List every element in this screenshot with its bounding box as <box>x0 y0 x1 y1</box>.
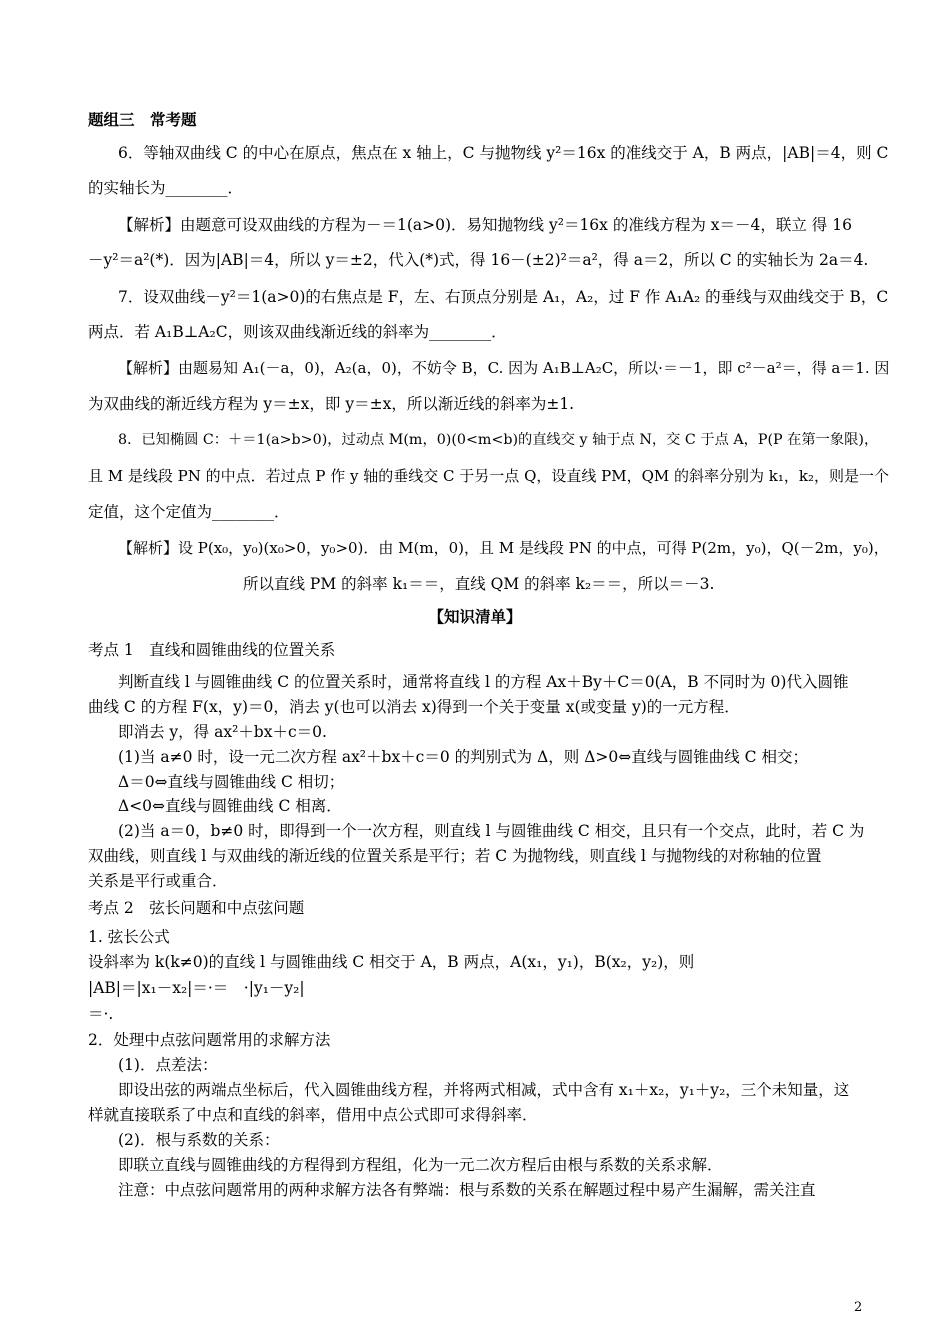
text-line: 定值，这个定值为________． <box>88 503 290 521</box>
text-line: 即消去 y，得 ax²＋bx＋c＝0. <box>118 723 327 741</box>
text-line: (1)当 a≠0 时，设一元二次方程 ax²＋bx＋c＝0 的判别式为 Δ，则 Δ>0⇔直线与圆锥曲线 C 相交； <box>118 748 808 766</box>
text-line: Δ<0⇔直线与圆锥曲线 C 相离． <box>118 797 342 815</box>
text-line: |AB|＝|x₁－x₂|＝·＝ ·|y₁－y₂| <box>88 979 305 997</box>
text-line: 考点 1 直线和圆锥曲线的位置关系 <box>88 641 336 659</box>
text-line: 的实轴长为________． <box>88 179 244 197</box>
text-line: 所以直线 PM 的斜率 k₁＝＝，直线 QM 的斜率 k₂＝＝，所以＝－3. <box>243 575 715 593</box>
text-line: 曲线 C 的方程 F(x，y)＝0，消去 y(也可以消去 x)得到一个关于变量 x(或变量 y)的一元方程． <box>88 698 740 716</box>
page-number: 2 <box>854 1300 863 1315</box>
text-line: ＝·. <box>88 1005 114 1023</box>
text-line: (2)当 a＝0，b≠0 时，即得到一个一次方程，则直线 l 与圆锥曲线 C 相交，且只有一个交点，此时，若 C 为 <box>118 822 865 840</box>
text-line: Δ＝0⇔直线与圆锥曲线 C 相切； <box>118 773 345 791</box>
text-line: 判断直线 l 与圆锥曲线 C 的位置关系时，通常将直线 l 的方程 Ax＋By＋C＝0(A，B 不同时为 0)代入圆锥 <box>118 673 849 691</box>
text-line: －y²＝a²(*)．因为|AB|＝4，所以 y＝±2，代入(*)式，得 16－(±2)²＝a²，得 a＝2，所以 C 的实轴长为 2a＝4. <box>88 251 869 269</box>
text-line: (2)．根与系数的关系： <box>118 1131 280 1149</box>
text-line: 【解析】设 P(x₀，y₀)(x₀>0，y₀>0)．由 M(m，0)，且 M 是线段 PN 的中点，可得 P(2m，y₀)，Q(－2m，y₀)， <box>118 539 889 557</box>
text-line: 即设出弦的两端点坐标后，代入圆锥曲线方程，并将两式相减，式中含有 x₁＋x₂，y₁＋y₂，三个未知量，这 <box>118 1081 850 1099</box>
text-line: 注意：中点弦问题常用的两种求解方法各有弊端：根与系数的关系在解题过程中易产生漏解，需关注直 <box>118 1181 816 1199</box>
text-line: 设斜率为 k(k≠0)的直线 l 与圆锥曲线 C 相交于 A，B 两点，A(x₁，y₁)，B(x₂，y₂)，则 <box>88 953 695 971</box>
text-line: 题组三 常考题 <box>88 110 197 129</box>
text-line: 且 M 是线段 PN 的中点．若过点 P 作 y 轴的垂线交 C 于另一点 Q，设直线 PM，QM 的斜率分别为 k₁，k₂，则是一个 <box>88 467 889 485</box>
text-line: 即联立直线与圆锥曲线的方程得到方程组，化为一元二次方程后由根与系数的关系求解． <box>118 1156 723 1174</box>
text-line: 两点．若 A₁B⊥A₂C，则该双曲线渐近线的斜率为________． <box>88 323 507 341</box>
text-line: 6．等轴双曲线 C 的中心在原点，焦点在 x 轴上，C 与抛物线 y²＝16x 的准线交于 A，B 两点，|AB|＝4，则 C <box>118 144 889 162</box>
text-line: 双曲线，则直线 l 与双曲线的渐近线的位置关系是平行；若 C 为抛物线，则直线 l 与抛物线的对称轴的位置 <box>88 847 822 865</box>
text-line: 7．设双曲线－y²＝1(a>0)的右焦点是 F，左、右顶点分别是 A₁，A₂，过 F 作 A₁A₂ 的垂线与双曲线交于 B，C <box>118 288 889 306</box>
text-line: 【解析】由题易知 A₁(－a，0)，A₂(a，0)，不妨令 B，C. 因为 A₁B⊥A₂C，所以·＝－1，即 c²－a²＝，得 a＝1. 因 <box>118 359 890 377</box>
text-line: 2．处理中点弦问题常用的求解方法 <box>88 1031 331 1049</box>
text-line: 8．已知椭圆 C：＋＝1(a>b>0)，过动点 M(m，0)(0<m<b)的直线交 y 轴于点 N，交 C 于点 A，P(P 在第一象限)， <box>118 432 879 448</box>
text-line: 1. 弦长公式 <box>88 928 170 946</box>
text-line: 为双曲线的渐近线方程为 y＝±x，即 y＝±x，所以渐近线的斜率为±1. <box>88 395 575 413</box>
text-line: (1)．点差法： <box>118 1056 218 1074</box>
text-line: 【知识清单】 <box>428 607 522 626</box>
text-line: 关系是平行或重合． <box>88 872 228 890</box>
text-line: 样就直接联系了中点和直线的斜率，借用中点公式即可求得斜率． <box>88 1106 538 1124</box>
text-line: 【解析】由题意可设双曲线的方程为－＝1(a>0)．易知抛物线 y²＝16x 的准线方程为 x＝－4，联立 得 16 <box>118 216 852 234</box>
text-line: 考点 2 弦长问题和中点弦问题 <box>88 899 305 917</box>
